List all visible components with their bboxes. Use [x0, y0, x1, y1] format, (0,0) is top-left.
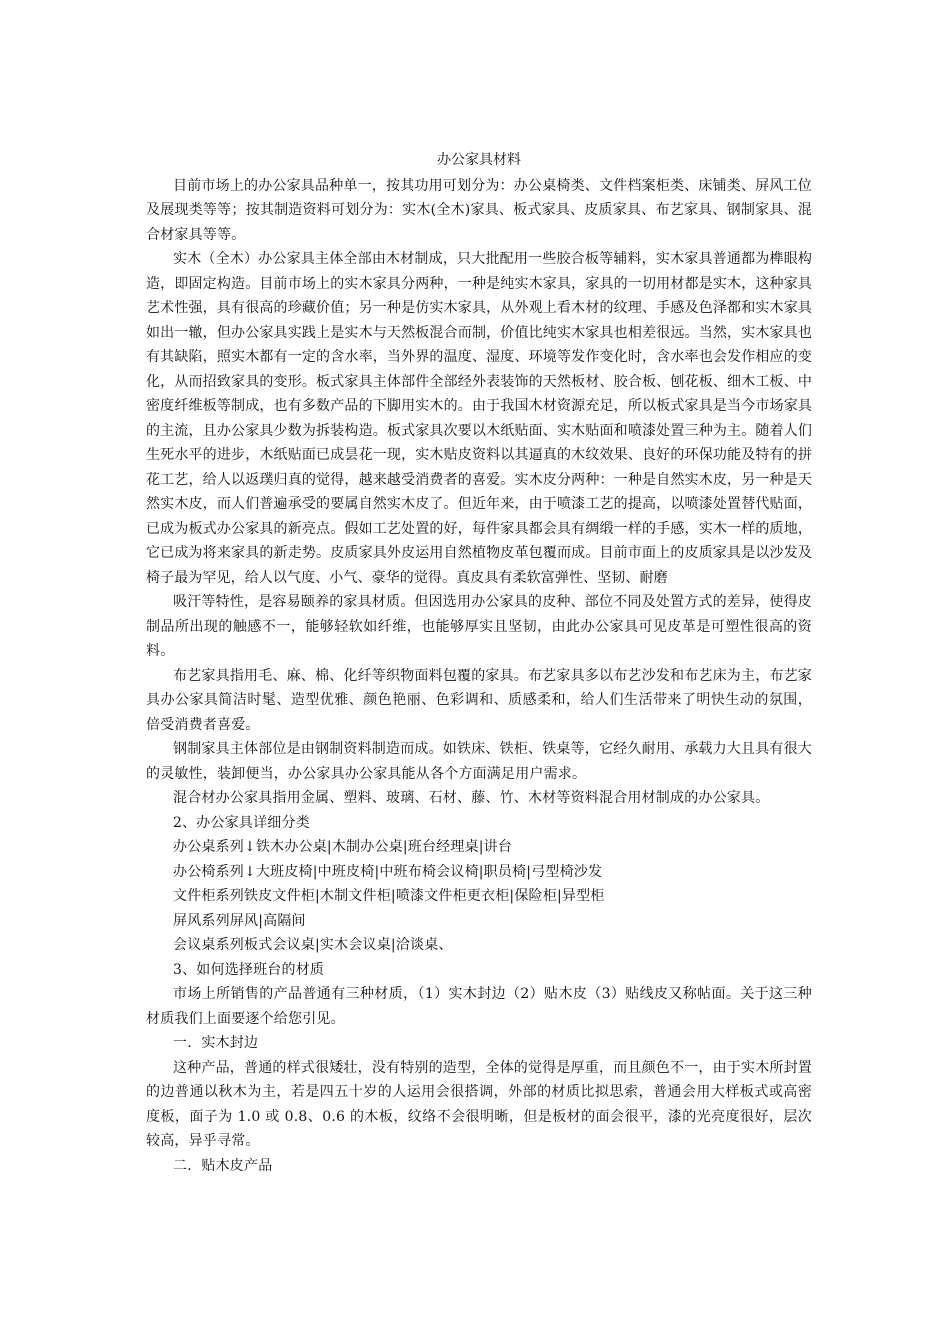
- list-item-screens: 屏风系列屏风|高隔间: [173, 912, 306, 929]
- document-page: [146, 148, 812, 1178]
- paragraph-steel: 钢制家具主体部位是由钢制资料制造而成。如铁床、铁柜、铁桌等，它经久耐用、承载力大且具有很大的灵敏性，装卸便当，办公家具办公家具能从各个方面满足用户需求。: [146, 741, 812, 782]
- heading-veneer: 二．贴木皮产品: [173, 1157, 273, 1174]
- paragraph-mixed: 混合材办公家具指用金属、塑料、玻璃、石材、藤、竹、木材等资料混合用材制成的办公家具。: [173, 790, 770, 806]
- heading-choose-material: 3、如何选择班台的材质: [173, 961, 325, 978]
- paragraph-solid-wood: 实木（全木）办公家具主体全部由木材制成，只大批配用一些胶合板等辅料，实木家具普通都为榫眼构造，即固定构造。目前市场上的实木家具分两种，一种是纯实木家具，家具的一切用材都是实木，这种家具艺术性强，具有很高的珍藏价值；另一种是仿实木家具，从外观上看木材的纹理、手感及色泽都和实木家具如出一辙，但办公家具实践上是实木与天然板混合而制，价值比纯实木家具也相差很远。当然，实木家具也有其缺陷，照实木都有一定的含水率，当外界的温度、湿度、环境等发作变化时，含水率也会发作相应的变化，从而招致家具的变形。板式家具主体部件全部经外表装饰的天然板材、胶合板、刨花板、细木工板、中密度纤维板等制成，也有多数产品的下脚用实木的。由于我国木材资源充足，所以板式家具是当今市场家具的主流，且办公家具少数为拆装构造。板式家具次要以木纸贴面、实木贴面和喷漆处置三种为主。随着人们生死水平的进步，木纸贴面已成昙花一现，实木贴皮资料以其逼真的木纹效果、良好的环保功能及特有的拼花工艺，给人以返璞归真的觉得，越来越受消费者的喜爱。实木皮分两种：一种是自然实木皮，另一种是天然实木皮，而人们普遍承受的要属自然实木皮了。但近年来，由于喷漆工艺的提高，以喷漆处置替代贴面，已成为板式办公家具的新亮点。假如工艺处置的好，每件家具都会具有绸缎一样的手感，实木一样的质地，它已成为将来家具的新走势。皮质家具外皮运用自然植物皮革包覆而成。目前市面上的皮质家具是以沙发及椅子最为罕见，给人以气度、小气、豪华的觉得。真皮具有柔软富弹性、坚韧、耐磨: [146, 251, 812, 586]
- list-item-cabinets: 文件柜系列铁皮文件柜|木制文件柜|喷漆文件柜更衣柜|保险柜|异型柜: [173, 888, 605, 904]
- heading-classification: 2、办公家具详细分类: [173, 814, 310, 831]
- paragraph-intro: 目前市场上的办公家具品种单一，按其功用可划分为：办公桌椅类、文件档案柜类、床铺类、屏风工位及展现类等等；按其制造资料可划分为：实木(全木)家具、板式家具、皮质家具、布艺家具、钢制家具、混合材家具等等。: [146, 177, 812, 243]
- paragraph-fabric: 布艺家具指用毛、麻、棉、化纤等织物面料包覆的家具。布艺家具多以布艺沙发和布艺床为主，布艺家具办公家具简洁时髦、造型优雅、颜色艳丽、色彩调和、质感柔和，给人们生活带来了明快生动的氛围，倍受消费者喜爱。: [146, 667, 812, 733]
- list-item-desks: 办公桌系列↓铁木办公桌|木制办公桌|班台经理桌|讲台: [173, 839, 513, 855]
- list-item-conference: 会议桌系列板式会议桌|实木会议桌|洽谈桌、: [173, 937, 453, 953]
- heading-solid-edge: 一．实木封边: [173, 1035, 259, 1051]
- paragraph-leather: 吸汗等特性，是容易颐养的家具材质。但因选用办公家具的皮种、部位不同及处置方式的差异，使得皮制品所出现的触感不一，能够轻软如纤维，也能够厚实且坚韧，由此办公家具可见皮革是可塑性很高的资料。: [146, 594, 812, 659]
- list-item-chairs: 办公椅系列↓大班皮椅|中班皮椅|中班布椅会议椅|职员椅|弓型椅沙发: [173, 863, 603, 880]
- paragraph-three-materials: 市场上所销售的产品普通有三种材质，（1）实木封边（2）贴木皮（3）贴线皮又称帖面。关于这三种材质我们上面要逐个给您引见。: [146, 986, 812, 1027]
- document-title: 办公家具材料: [437, 152, 521, 168]
- paragraph-solid-edge: 这种产品，普通的样式很矮壮，没有特别的造型，全体的觉得是厚重，而且颜色不一，由于实木所封置的边普通以秋木为主，若是四五十岁的人运用会很搭调，外部的材质比拟思索，普通会用大样板式或高密度板，面子为 1.0 或 0.8、0.6 的木板，纹络不会很明晰，但是板材的面会很平，漆的光亮度很好，层次较高，异乎寻常。: [146, 1059, 812, 1149]
